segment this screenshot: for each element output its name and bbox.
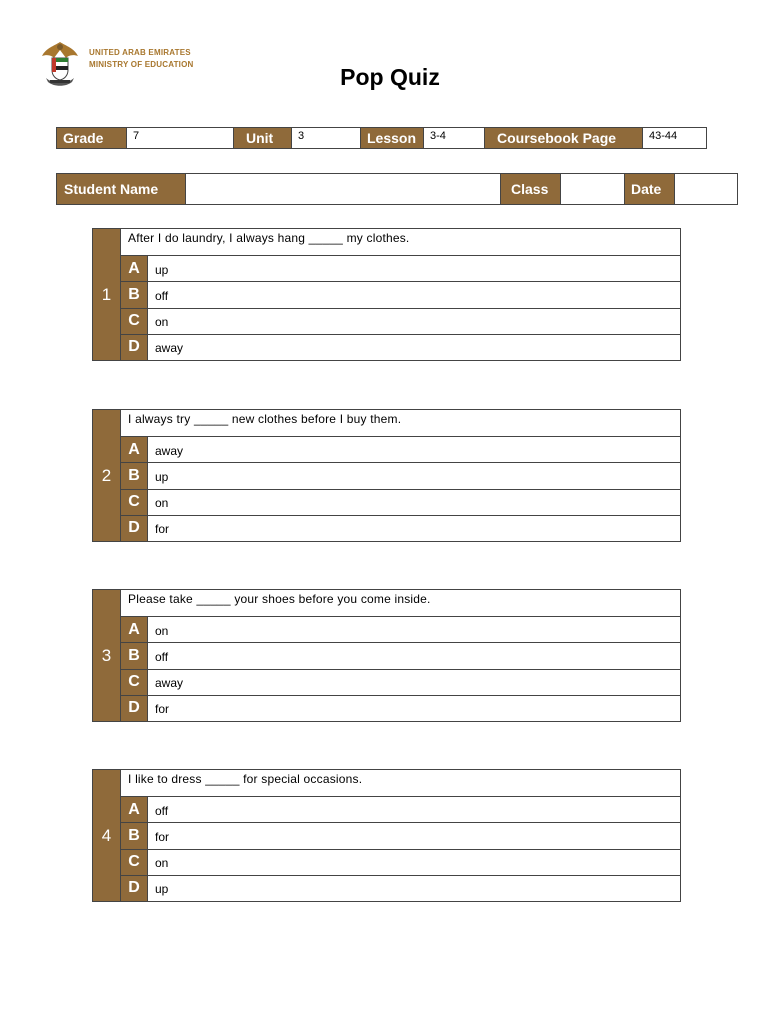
option-row-a[interactable] — [121, 437, 680, 463]
option-text: off — [155, 803, 169, 818]
grade-value: 7 — [127, 128, 234, 148]
option-text: up — [155, 469, 169, 484]
grade-label: Grade — [57, 128, 127, 148]
option-text: on — [155, 623, 169, 638]
lesson-value: 3-4 — [424, 128, 485, 148]
option-letter: B — [121, 823, 148, 848]
ministry-line-1: UNITED ARAB EMIRATES — [89, 48, 191, 57]
option-letter: D — [121, 516, 148, 541]
question-number: 2 — [93, 410, 121, 541]
option-row-c[interactable] — [121, 490, 680, 516]
date-field[interactable] — [675, 174, 737, 204]
option-letter: C — [121, 850, 148, 875]
class-field[interactable] — [561, 174, 625, 204]
question-text: Please take _____ your shoes before you come inside. — [121, 590, 680, 617]
option-text: up — [155, 882, 169, 897]
option-text: on — [155, 856, 169, 871]
option-letter: C — [121, 490, 148, 515]
question-block-3 — [92, 589, 681, 722]
option-text: on — [155, 496, 169, 511]
unit-label: Unit — [234, 128, 292, 148]
option-text: on — [155, 315, 169, 330]
option-text: for — [155, 702, 170, 717]
ministry-line-2: MINISTRY OF EDUCATION — [89, 60, 194, 69]
option-text: away — [155, 676, 184, 691]
question-number: 1 — [93, 229, 121, 360]
question-text: I always try _____ new clothes before I buy them. — [121, 410, 680, 437]
question-block-2 — [92, 409, 681, 542]
option-text: for — [155, 522, 170, 537]
option-letter: A — [121, 256, 148, 281]
option-text: away — [155, 341, 184, 356]
option-text: for — [155, 829, 170, 844]
option-letter: B — [121, 463, 148, 488]
option-row-c[interactable] — [121, 850, 680, 876]
option-letter: A — [121, 437, 148, 462]
option-row-d[interactable] — [121, 516, 680, 541]
option-row-c[interactable] — [121, 670, 680, 696]
question-number: 3 — [93, 590, 121, 721]
option-letter: C — [121, 309, 148, 334]
student-name-field[interactable] — [186, 174, 501, 204]
option-row-b[interactable] — [121, 463, 680, 489]
option-row-a[interactable] — [121, 617, 680, 643]
option-letter: A — [121, 797, 148, 822]
option-row-b[interactable] — [121, 823, 680, 849]
question-number: 4 — [93, 770, 121, 901]
lesson-label: Lesson — [361, 128, 424, 148]
option-row-a[interactable] — [121, 797, 680, 823]
date-label: Date — [625, 174, 675, 204]
option-row-d[interactable] — [121, 876, 680, 901]
coursebook-page-label: Coursebook Page — [485, 128, 643, 148]
option-text: off — [155, 288, 169, 303]
option-text: off — [155, 649, 169, 664]
option-letter: D — [121, 335, 148, 360]
option-text: up — [155, 262, 169, 277]
option-row-c[interactable] — [121, 309, 680, 335]
unit-value: 3 — [292, 128, 361, 148]
student-info-row — [56, 173, 738, 205]
course-info-row — [56, 127, 707, 149]
option-letter: D — [121, 696, 148, 721]
question-block-1 — [92, 228, 681, 361]
option-letter: C — [121, 670, 148, 695]
question-text: After I do laundry, I always hang _____ my clothes. — [121, 229, 680, 256]
option-letter: A — [121, 617, 148, 642]
option-text: away — [155, 443, 184, 458]
page-title: Pop Quiz — [340, 64, 440, 90]
option-row-d[interactable] — [121, 696, 680, 721]
class-label: Class — [501, 174, 561, 204]
option-letter: D — [121, 876, 148, 901]
option-row-b[interactable] — [121, 282, 680, 308]
option-row-b[interactable] — [121, 643, 680, 669]
option-row-a[interactable] — [121, 256, 680, 282]
option-letter: B — [121, 282, 148, 307]
option-row-d[interactable] — [121, 335, 680, 360]
question-text: I like to dress _____ for special occasions. — [121, 770, 680, 797]
coursebook-page-value: 43-44 — [649, 130, 678, 142]
student-name-label: Student Name — [57, 174, 186, 204]
question-block-4 — [92, 769, 681, 902]
option-letter: B — [121, 643, 148, 668]
